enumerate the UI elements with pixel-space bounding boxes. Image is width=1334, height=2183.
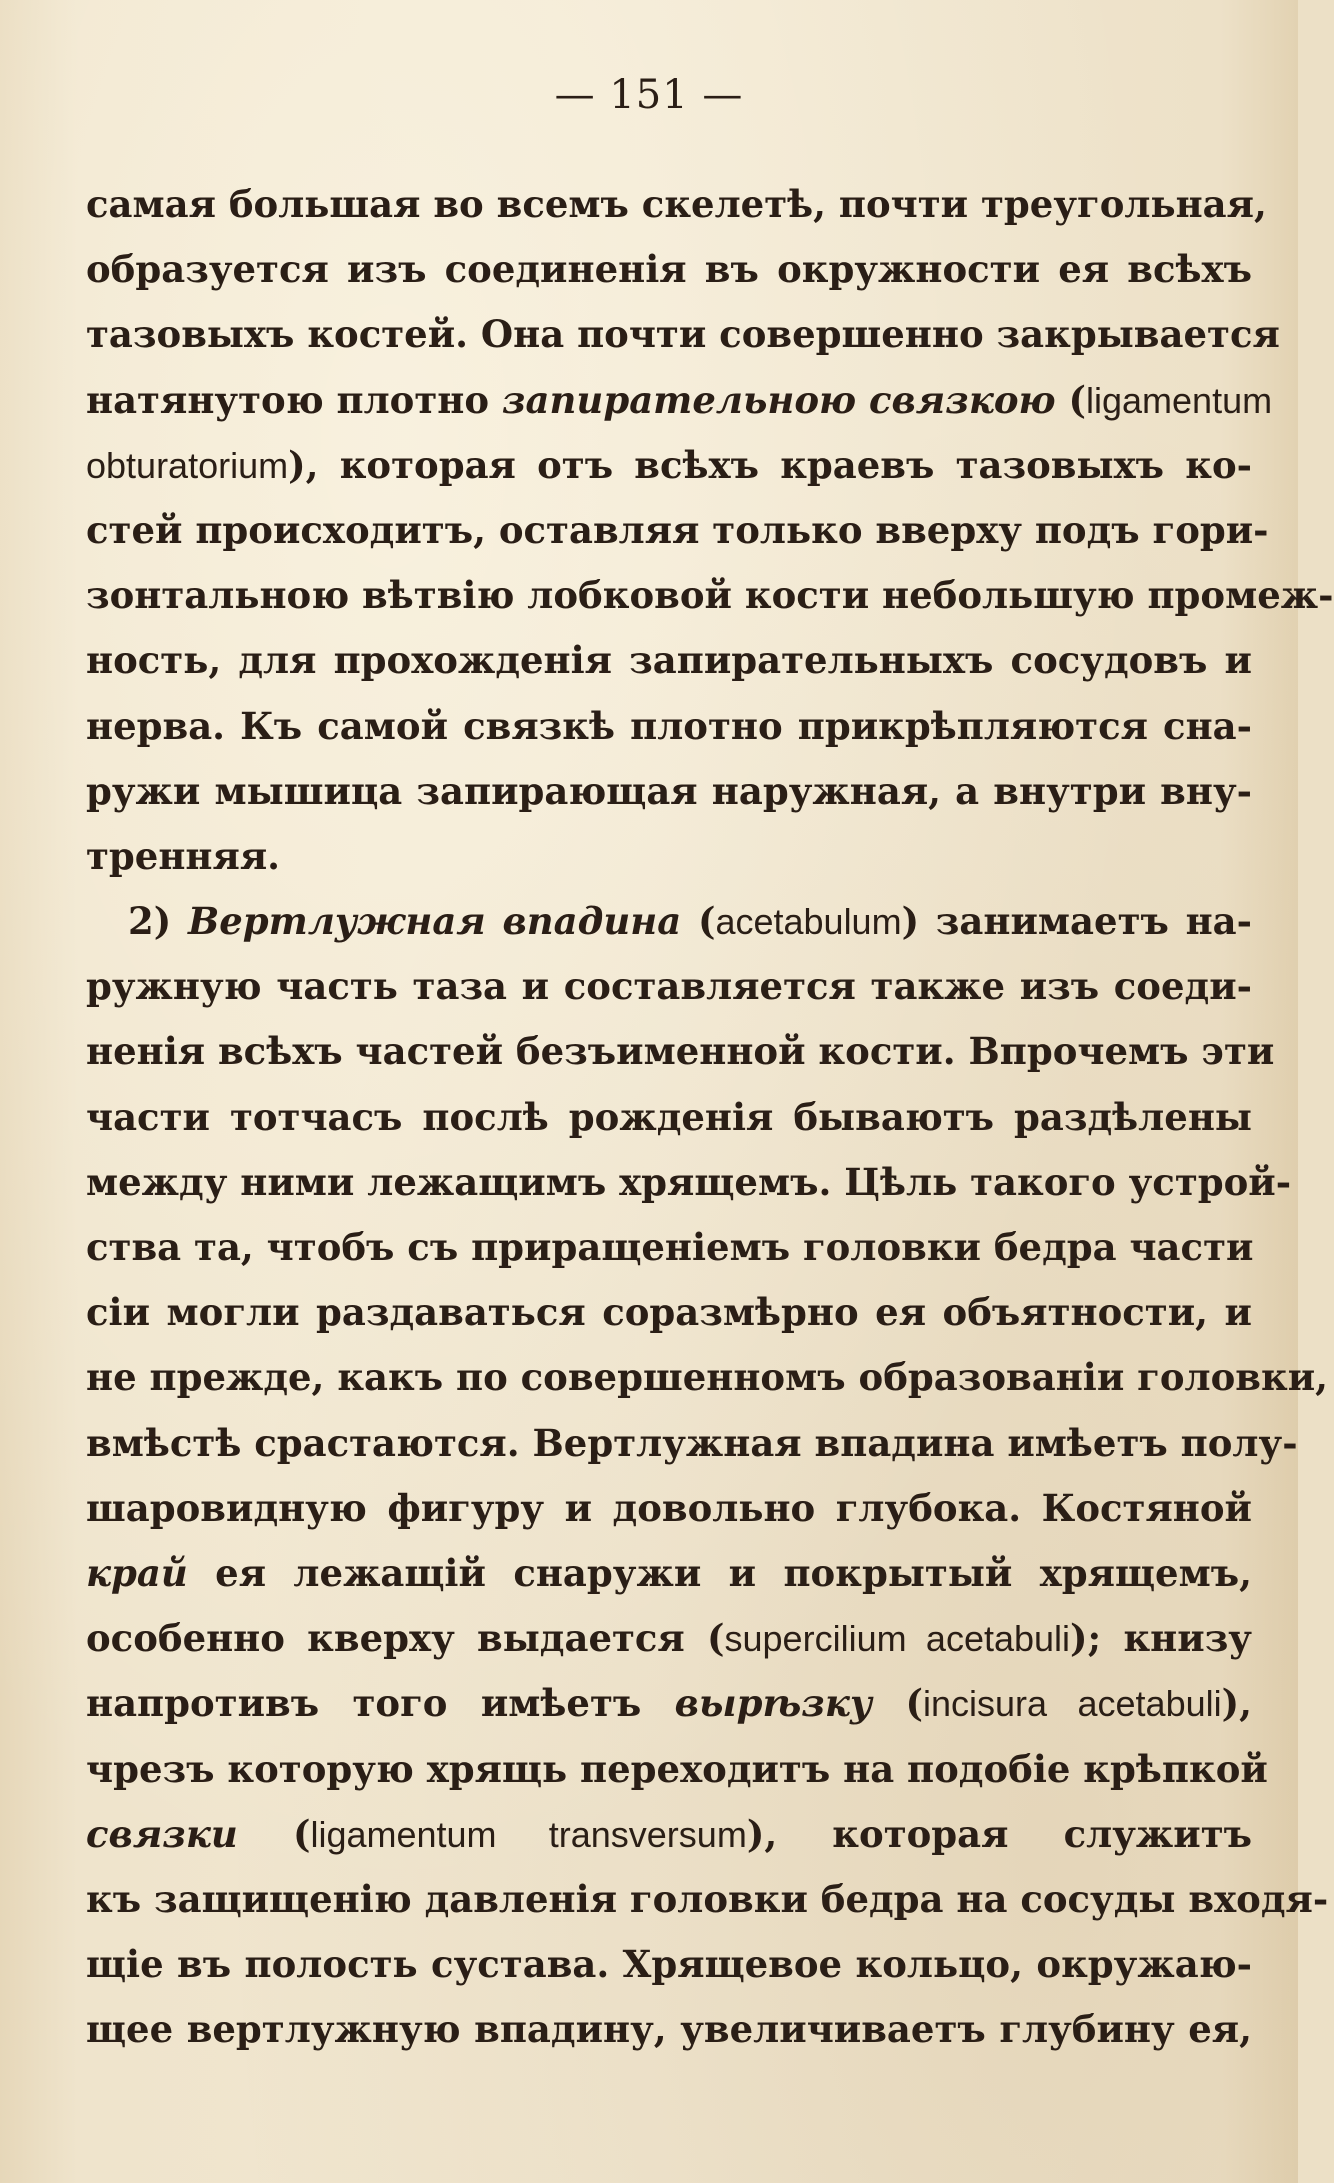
- text-line: 2) Вертлужная впадина (acetabulum) занимаетъ на-: [128, 899, 1253, 944]
- text-line: между ними лежащимъ хрящемъ. Цѣль такого устрой-: [86, 1159, 1292, 1204]
- text-line: тренняя.: [86, 833, 281, 878]
- text-line: особенно кверху выдается (supercilium acetabuli); книзу: [86, 1616, 1252, 1661]
- text-line: щіе въ полость сустава. Хрящевое кольцо, окружаю-: [86, 1942, 1252, 1987]
- text-line: чрезъ которую хрящь переходитъ на подобіе крѣпкой: [86, 1746, 1268, 1791]
- text-line: край ея лежащій снаружи и покрытый хрящемъ,: [86, 1550, 1252, 1595]
- text-line: тазовыхъ костей. Она почти совершенно закрывается: [86, 312, 1280, 357]
- text-line: щее вертлужную впадину, увеличиваетъ глубину ея,: [86, 2007, 1252, 2052]
- text-line: напротивъ того имѣетъ вырѣзку (incisura acetabuli),: [86, 1681, 1252, 1726]
- text-line: натянутою плотно запирательною связкою (ligamentum: [86, 377, 1273, 422]
- text-line: ность, для прохожденія запирательныхъ сосудовъ и: [86, 638, 1252, 683]
- text-line: стей происходитъ, оставляя только вверху подъ гори-: [86, 507, 1269, 552]
- text-line: образуется изъ соединенія въ окружности ея всѣхъ: [86, 247, 1252, 292]
- text-line: сіи могли раздаваться соразмѣрно ея объятности, и: [86, 1290, 1252, 1335]
- text-line: связки (ligamentum transversum), которая служитъ: [86, 1811, 1252, 1856]
- text-line: самая большая во всемъ скелетѣ, почти треугольная,: [86, 182, 1267, 226]
- text-line: части тотчасъ послѣ рожденія бываютъ раздѣлены: [86, 1094, 1252, 1139]
- body-text: [86, 172, 1334, 2062]
- text-line: obturatorium), которая отъ всѣхъ краевъ тазовыхъ ко-: [86, 442, 1252, 487]
- text-line: вмѣстѣ срастаются. Вертлужная впадина имѣетъ полу-: [86, 1420, 1298, 1465]
- text-line: ства та, чтобъ съ приращеніемъ головки бедра части: [86, 1225, 1254, 1269]
- text-line: къ защищенію давленія головки бедра на сосуды входя-: [86, 1876, 1329, 1921]
- text-line: шаровидную фигуру и довольно глубока. Костяной: [86, 1485, 1252, 1530]
- page-number: — 151 —: [554, 72, 744, 118]
- text-line: нерва. Къ самой связкѣ плотно прикрѣпляются сна-: [86, 703, 1252, 748]
- text-line: ненія всѣхъ частей безъименной кости. Впрочемъ эти: [86, 1029, 1275, 1074]
- text-line: ружную часть таза и составляется также изъ соеди-: [86, 964, 1252, 1009]
- text-line: зонтальною вѣтвію лобковой кости небольшую промеж-: [86, 573, 1334, 618]
- text-line: ружи мышица запирающая наружная, а внутри вну-: [86, 768, 1252, 813]
- text-line: не прежде, какъ по совершенномъ образованіи головки,: [86, 1355, 1329, 1400]
